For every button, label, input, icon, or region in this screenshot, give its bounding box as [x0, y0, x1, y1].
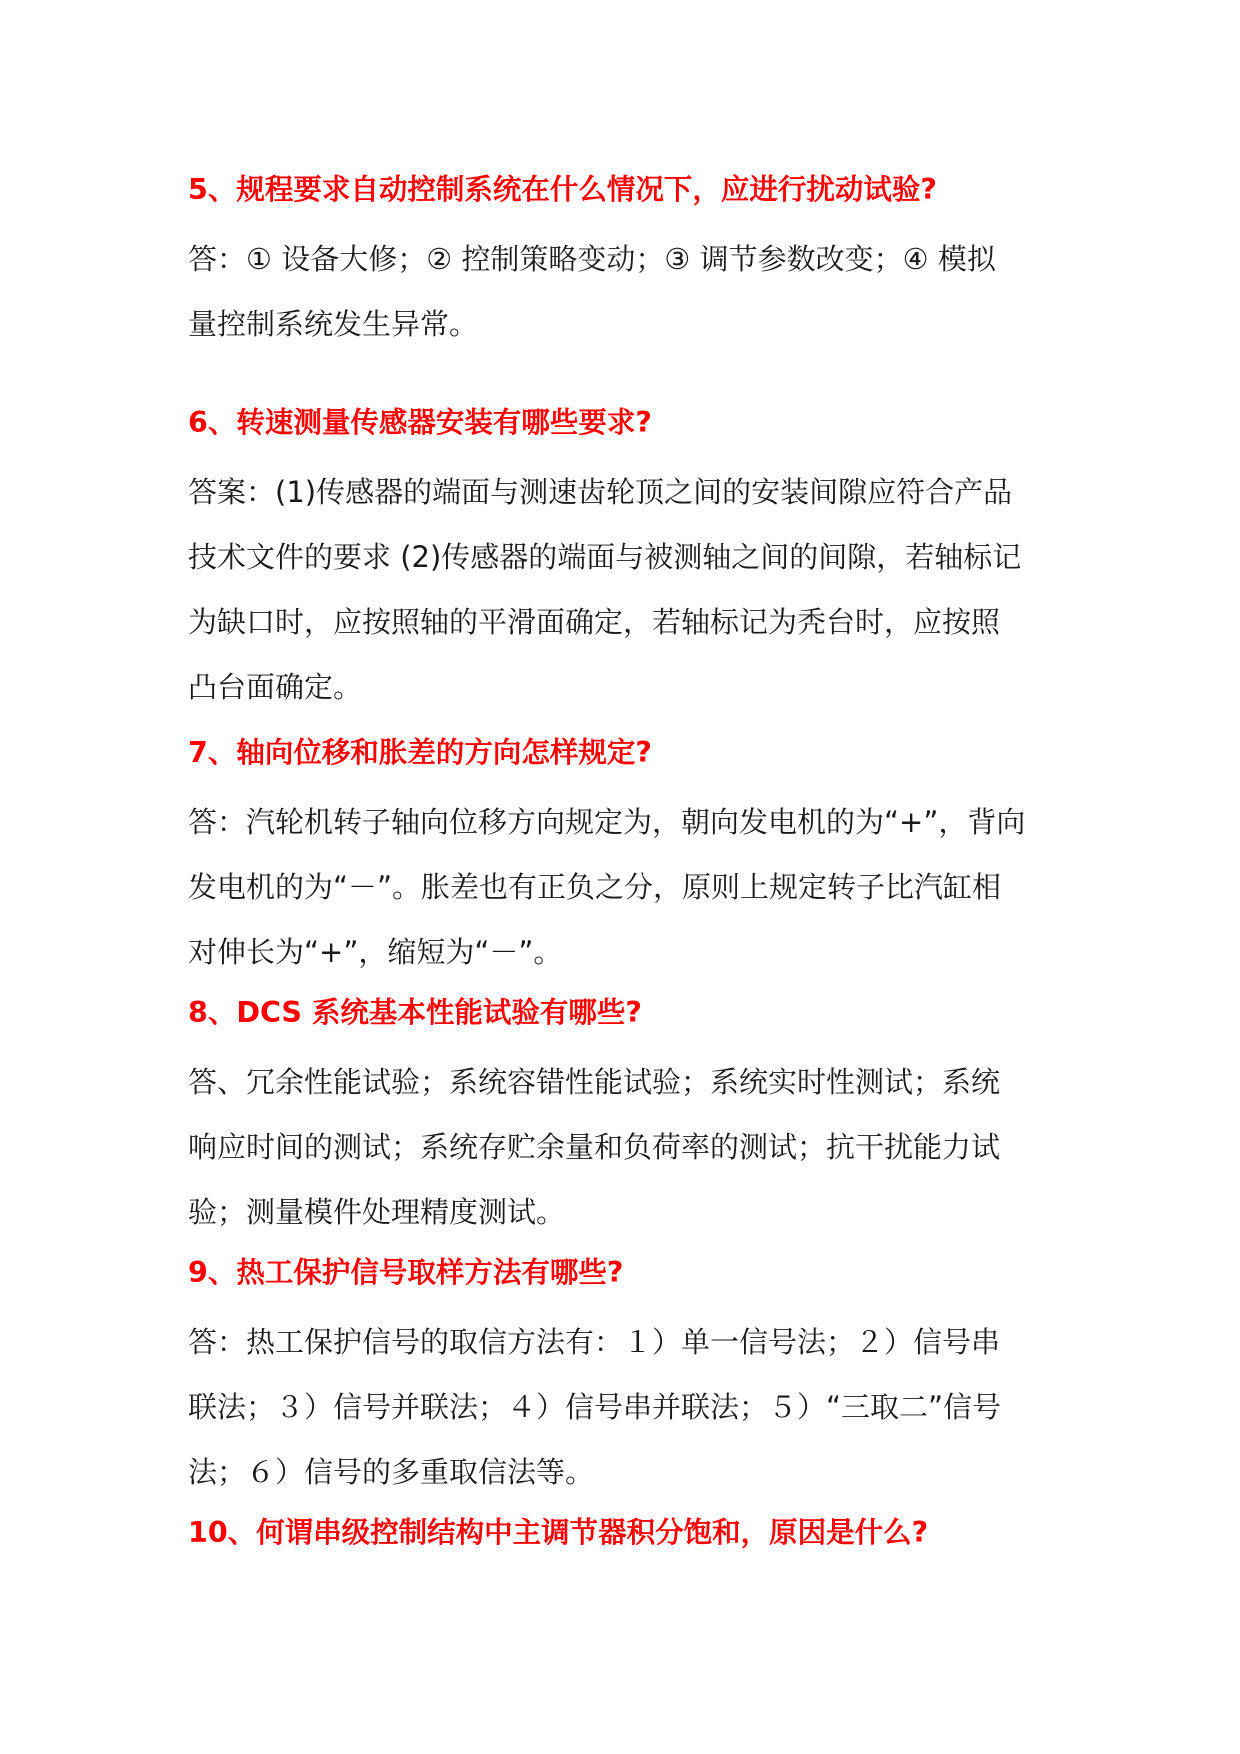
answer-9-line-3: 法；６）信号的多重取信法等。: [188, 1455, 595, 1489]
answer-6-line-4: 凸台面确定。: [188, 670, 363, 704]
answer-8: [188, 1050, 1000, 1245]
answer-6-line-2: 技术文件的要求 (2)传感器的端面与被测轴之间的间隙，若轴标记: [188, 540, 1022, 574]
answer-6-line-3: 为缺口时，应按照轴的平滑面确定，若轴标记为秃台时，应按照: [188, 605, 1001, 639]
question-9-title: 9、热工保护信号取样方法有哪些?: [188, 1256, 624, 1289]
question-7-title: 7、轴向位移和胀差的方向怎样规定?: [188, 736, 652, 769]
answer-5: [188, 227, 996, 357]
answer-5-line-2: 量控制系统发生异常。: [188, 307, 479, 341]
answer-8-line-2: 响应时间的测试；系统存贮余量和负荷率的测试；抗干扰能力试: [188, 1130, 1001, 1164]
answer-9-line-1: 答：热工保护信号的取信方法有：１）单一信号法；２）信号串: [188, 1325, 1001, 1359]
answer-6: [188, 460, 1021, 720]
question-10-title: 10、何谓串级控制结构中主调节器积分饱和，原因是什么?: [188, 1516, 929, 1549]
question-6-title: 6、转速测量传感器安装有哪些要求?: [188, 406, 652, 439]
question-5-title: 5、规程要求自动控制系统在什么情况下，应进行扰动试验?: [188, 173, 937, 206]
answer-7-line-3: 对伸长为“+”，缩短为“－”。: [188, 935, 563, 969]
answer-8-line-3: 验；测量模件处理精度测试。: [188, 1195, 566, 1229]
answer-7-line-1: 答：汽轮机转子轴向位移方向规定为，朝向发电机的为“+”，背向: [188, 805, 1026, 839]
question-8-title: 8、DCS 系统基本性能试验有哪些?: [188, 996, 642, 1029]
answer-9: [188, 1310, 1001, 1505]
answer-5-line-1: 答：① 设备大修；② 控制策略变动；③ 调节参数改变；④ 模拟: [188, 242, 996, 276]
answer-6-line-1: 答案：(1)传感器的端面与测速齿轮顶之间的安装间隙应符合产品: [188, 475, 1013, 509]
answer-8-line-1: 答、冗余性能试验；系统容错性能试验；系统实时性测试；系统: [188, 1065, 1001, 1099]
answer-7: [188, 790, 1025, 985]
answer-7-line-2: 发电机的为“－”。胀差也有正负之分，原则上规定转子比汽缸相: [188, 870, 1002, 904]
answer-9-line-2: 联法；３）信号并联法；４）信号串并联法；５）“三取二”信号: [188, 1390, 1002, 1424]
